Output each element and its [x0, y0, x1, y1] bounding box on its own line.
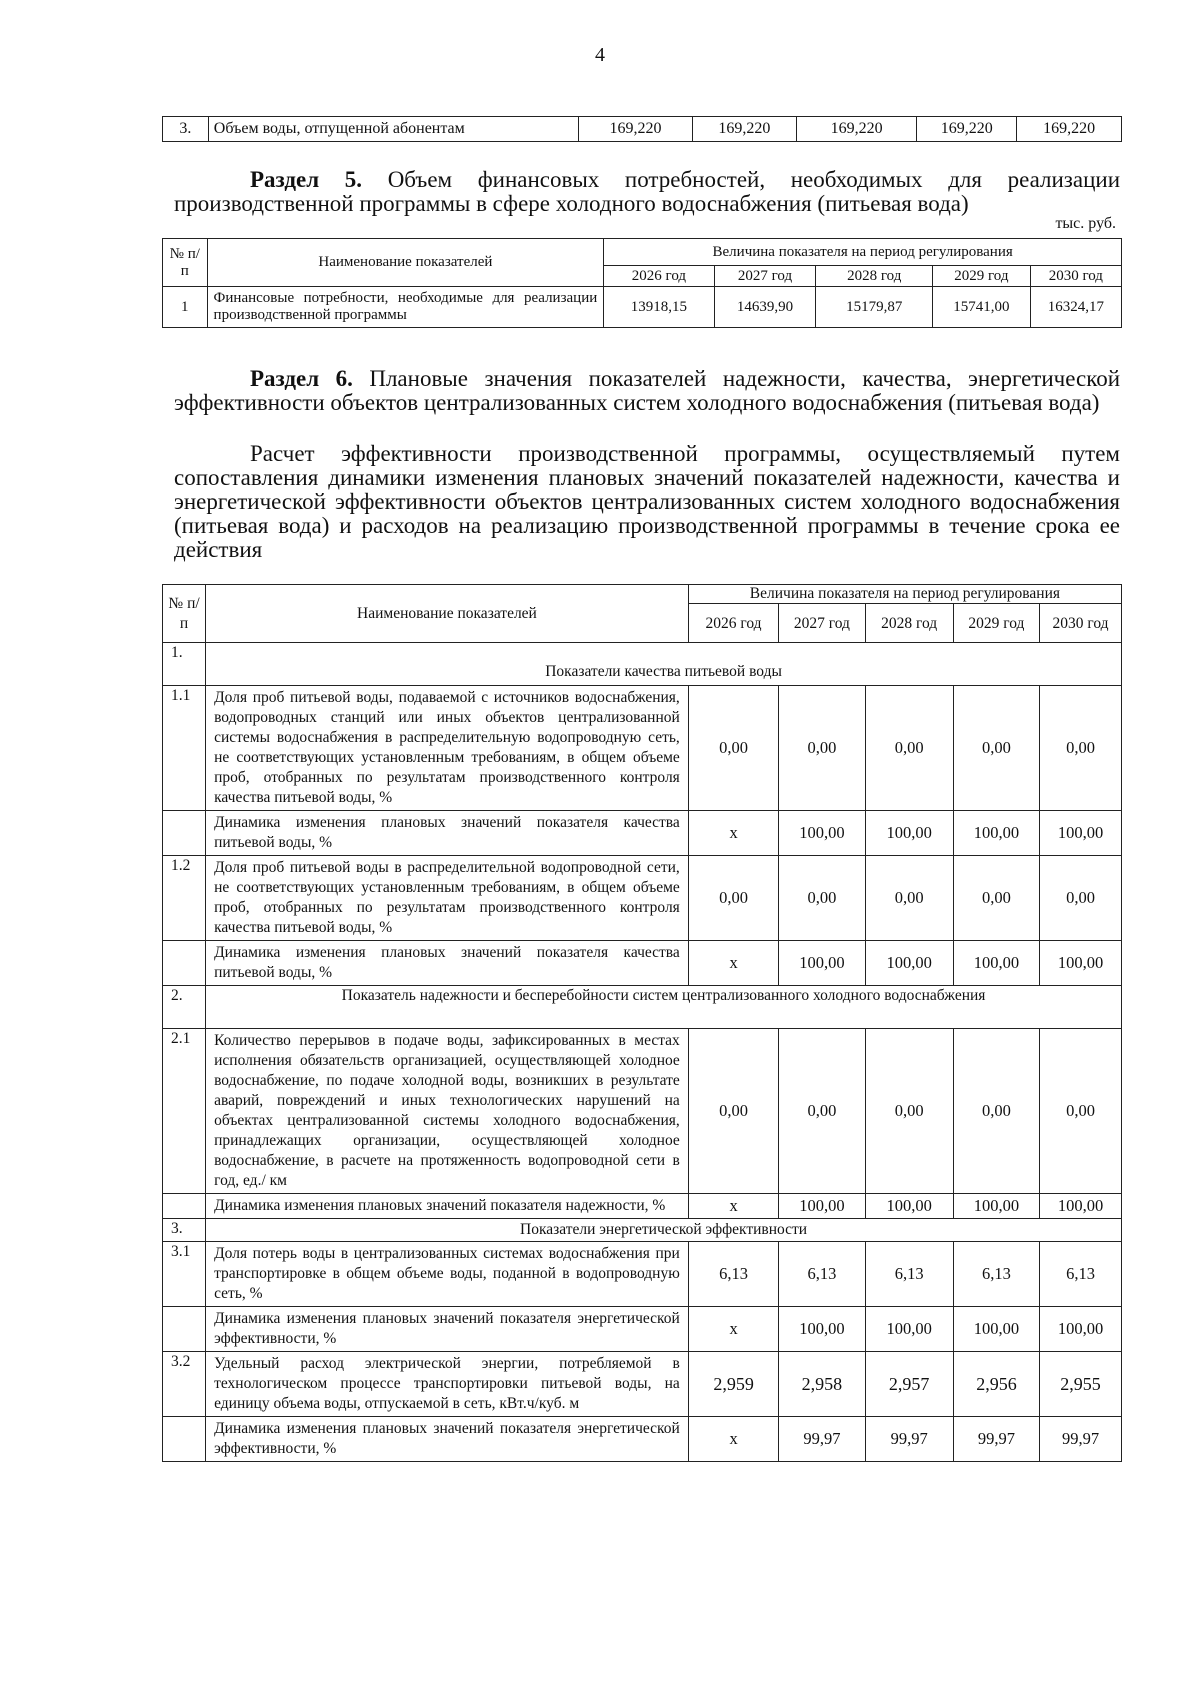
- value-cell: 100,00: [779, 811, 865, 856]
- value-cell: 0,00: [779, 856, 865, 941]
- row-number: 1.1: [163, 686, 206, 811]
- table-row: [163, 1194, 1122, 1219]
- value-cell: 100,00: [1040, 811, 1122, 856]
- table-row: [163, 856, 1122, 941]
- col-header-period: Величина показателя на период регулирования: [604, 239, 1122, 266]
- value-cell: 0,00: [865, 856, 953, 941]
- value-cell: 99,97: [1040, 1417, 1122, 1462]
- value-cell: х: [688, 1194, 779, 1219]
- row-name: Доля проб питьевой воды в распределительной водопроводной сети, не соответствующих установленным требованиям, в общем объеме проб, отобранных по результатам производственного контроля качества питьевой воды, %: [206, 856, 689, 941]
- row-number: 1.2: [163, 856, 206, 941]
- value-cell: 100,00: [779, 1307, 865, 1352]
- row-name: Доля проб питьевой воды, подаваемой с источников водоснабжения, водопроводных станций или иных объектов централизованной системы водоснабжения в распределительную водопроводную сеть, не соответствующих установленным требованиям, в общем объеме проб, отобранных по результатам производственного контроля качества питьевой воды, %: [206, 686, 689, 811]
- value-cell: 0,00: [779, 686, 865, 811]
- col-header-year: 2030 год: [1030, 266, 1121, 287]
- row-number: 1: [163, 287, 208, 328]
- table-row: [163, 1307, 1122, 1352]
- value-cell: 15741,00: [933, 287, 1031, 328]
- value-cell: х: [688, 1417, 779, 1462]
- value-cell: 100,00: [779, 941, 865, 986]
- value-cell: 100,00: [1040, 941, 1122, 986]
- units-label: тыс. руб.: [1055, 215, 1116, 232]
- row-number: 3.: [163, 117, 209, 142]
- value-cell: 14639,90: [714, 287, 816, 328]
- value-cell: 100,00: [953, 941, 1039, 986]
- section-title: Показатели энергетической эффективности: [206, 1219, 1122, 1242]
- value-cell: 6,13: [688, 1242, 779, 1307]
- value-cell: 169,220: [797, 117, 917, 142]
- value-cell: 0,00: [688, 856, 779, 941]
- row-number: [163, 941, 206, 986]
- value-cell: 169,220: [579, 117, 692, 142]
- value-cell: 0,00: [688, 686, 779, 811]
- value-cell: 0,00: [1040, 856, 1122, 941]
- section-title: Плановые значения показателей надежности, качества, энергетической эффективности объектов централизованных систем холодного водоснабжения (питьевая вода): [174, 366, 1121, 415]
- value-cell: 99,97: [953, 1417, 1039, 1462]
- row-name: Динамика изменения плановых значений показателя энергетической эффективности, %: [206, 1417, 689, 1462]
- table-row: [163, 287, 1122, 328]
- section-row: [163, 986, 1122, 1029]
- value-cell: 169,220: [1017, 117, 1122, 142]
- section-title: Объем финансовых потребностей, необходимых для реализации производственной программы в сфере холодного водоснабжения (питьевая вода): [174, 167, 1121, 216]
- table-row: [163, 1417, 1122, 1462]
- section-title: Показатели качества питьевой воды: [206, 643, 1122, 686]
- row-name: Динамика изменения плановых значений показателя энергетической эффективности, %: [206, 1307, 689, 1352]
- value-cell: 0,00: [865, 1029, 953, 1194]
- col-header-year: 2028 год: [865, 604, 953, 643]
- value-cell: 0,00: [953, 856, 1039, 941]
- col-header-year: 2027 год: [779, 604, 865, 643]
- value-cell: 2,958: [779, 1352, 865, 1417]
- col-header-year: 2028 год: [816, 266, 933, 287]
- table-row: [163, 1352, 1122, 1417]
- value-cell: 0,00: [953, 1029, 1039, 1194]
- value-cell: 0,00: [1040, 686, 1122, 811]
- value-cell: 169,220: [917, 117, 1017, 142]
- water-volume-table: [162, 116, 1122, 142]
- value-cell: 2,955: [1040, 1352, 1122, 1417]
- value-cell: 100,00: [865, 1194, 953, 1219]
- row-number: 2.1: [163, 1029, 206, 1194]
- section-6-description: Расчет эффективности производственной программы, осуществляемый путем сопоставления динамики изменения плановых значений показателей надежности, качества и энергетической эффективности объектов централизованных систем холодного водоснабжения (питьевая вода) и расходов на реализацию производственной программы в течение срока ее действия: [174, 441, 1120, 562]
- section-row: [163, 1219, 1122, 1242]
- row-name: Доля потерь воды в централизованных системах водоснабжения при транспортировке в общем объеме воды, поданной в водопроводную сеть, %: [206, 1242, 689, 1307]
- value-cell: х: [688, 941, 779, 986]
- value-cell: 6,13: [1040, 1242, 1122, 1307]
- value-cell: 0,00: [688, 1029, 779, 1194]
- table-header-row: [163, 239, 1122, 266]
- row-name: Динамика изменения плановых значений показателя качества питьевой воды, %: [206, 811, 689, 856]
- table-row: [163, 117, 1122, 142]
- section-row: [163, 643, 1122, 686]
- value-cell: 13918,15: [604, 287, 714, 328]
- value-cell: 15179,87: [816, 287, 933, 328]
- col-header-year: 2029 год: [933, 266, 1031, 287]
- section-number: 2.: [163, 986, 206, 1029]
- row-number: [163, 1307, 206, 1352]
- row-name: Удельный расход электрической энергии, потребляемой в технологическом процессе транспортировки питьевой воды, на единицу объема воды, отпускаемой в сеть, кВт.ч/куб. м: [206, 1352, 689, 1417]
- row-number: 3.2: [163, 1352, 206, 1417]
- row-number: [163, 1417, 206, 1462]
- row-name: Объем воды, отпущенной абонентам: [208, 117, 579, 142]
- indicators-table: [162, 584, 1122, 1462]
- row-number: [163, 1194, 206, 1219]
- table-row: [163, 941, 1122, 986]
- value-cell: 2,956: [953, 1352, 1039, 1417]
- financial-needs-table: [162, 238, 1122, 328]
- table-header-row: [163, 585, 1122, 604]
- value-cell: 169,220: [692, 117, 797, 142]
- row-name: Динамика изменения плановых значений показателя надежности, %: [206, 1194, 689, 1219]
- value-cell: 0,00: [865, 686, 953, 811]
- value-cell: х: [688, 1307, 779, 1352]
- row-name: Финансовые потребности, необходимые для реализации производственной программы: [207, 287, 604, 328]
- col-header-num: № п/п: [163, 239, 208, 287]
- value-cell: 100,00: [865, 1307, 953, 1352]
- value-cell: 100,00: [865, 811, 953, 856]
- value-cell: 100,00: [1040, 1307, 1122, 1352]
- col-header-year: 2030 год: [1040, 604, 1122, 643]
- col-header-year: 2026 год: [604, 266, 714, 287]
- col-header-name: Наименование показателей: [207, 239, 604, 287]
- section-6-heading: [174, 367, 1120, 415]
- section-number: 1.: [163, 643, 206, 686]
- value-cell: 100,00: [953, 1307, 1039, 1352]
- value-cell: 100,00: [779, 1194, 865, 1219]
- value-cell: 100,00: [865, 941, 953, 986]
- col-header-period: Величина показателя на период регулирования: [688, 585, 1121, 604]
- value-cell: 6,13: [953, 1242, 1039, 1307]
- value-cell: 6,13: [779, 1242, 865, 1307]
- page-number: 4: [595, 44, 605, 66]
- col-header-name: Наименование показателей: [206, 585, 689, 643]
- value-cell: 99,97: [779, 1417, 865, 1462]
- value-cell: 100,00: [953, 1194, 1039, 1219]
- col-header-num: № п/п: [163, 585, 206, 643]
- value-cell: 2,957: [865, 1352, 953, 1417]
- col-header-year: 2026 год: [688, 604, 779, 643]
- table-row: [163, 1029, 1122, 1194]
- section-label: Раздел 6.: [250, 366, 353, 391]
- table-row: [163, 811, 1122, 856]
- value-cell: 16324,17: [1030, 287, 1121, 328]
- row-name: Количество перерывов в подаче воды, зафиксированных в местах исполнения обязательств организацией, осуществляющей холодное водоснабжение, по подаче холодной воды, возникших в результате аварий, повреждений и иных технологических нарушений на объектах централизованной системы холодного водоснабжения, принадлежащих организации, осуществляющей холодное водоснабжение, в расчете на протяженность водопроводной сети в год, ед./ км: [206, 1029, 689, 1194]
- value-cell: 2,959: [688, 1352, 779, 1417]
- value-cell: 0,00: [1040, 1029, 1122, 1194]
- section-5-heading: [174, 168, 1120, 216]
- row-number: 3.1: [163, 1242, 206, 1307]
- value-cell: х: [688, 811, 779, 856]
- row-number: [163, 811, 206, 856]
- section-title: Показатель надежности и бесперебойности систем централизованного холодного водоснабжения: [206, 986, 1122, 1029]
- value-cell: 100,00: [953, 811, 1039, 856]
- col-header-year: 2029 год: [953, 604, 1039, 643]
- value-cell: 100,00: [1040, 1194, 1122, 1219]
- value-cell: 6,13: [865, 1242, 953, 1307]
- value-cell: 0,00: [953, 686, 1039, 811]
- col-header-year: 2027 год: [714, 266, 816, 287]
- table-row: [163, 1242, 1122, 1307]
- value-cell: 99,97: [865, 1417, 953, 1462]
- value-cell: 0,00: [779, 1029, 865, 1194]
- section-label: Раздел 5.: [250, 167, 363, 192]
- row-name: Динамика изменения плановых значений показателя качества питьевой воды, %: [206, 941, 689, 986]
- section-number: 3.: [163, 1219, 206, 1242]
- table-row: [163, 686, 1122, 811]
